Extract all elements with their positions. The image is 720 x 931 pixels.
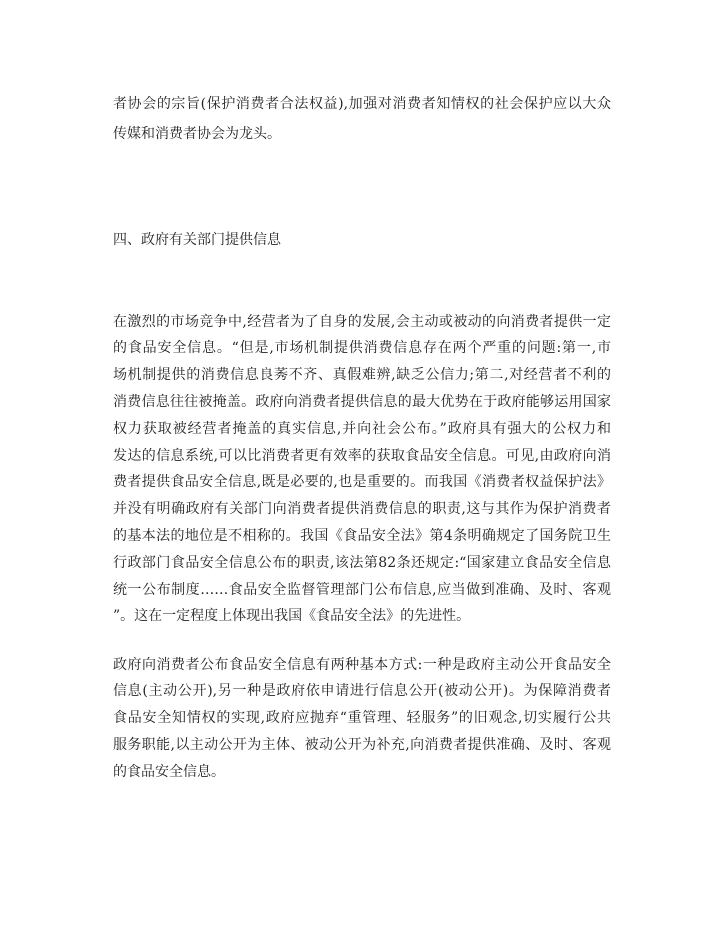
text-line: 消费信息往往被掩盖。政府向消费者提供信息的最大优势在于政府能够运用国家 xyxy=(113,393,611,410)
text-line: 的食品安全信息。“但是,市场机制提供消费信息存在两个严重的问题:第一,市 xyxy=(113,340,611,357)
text-line: 在激烈的市场竞争中,经营者为了自身的发展,会主动或被动的向消费者提供一定 xyxy=(113,313,611,330)
text-line: 行政部门食品安全信息公布的职责,该法第82条还规定:“国家建立食品安全信息 xyxy=(113,554,611,571)
text-line: 者协会的宗旨(保护消费者合法权益),加强对消费者知情权的社会保护应以大众 xyxy=(113,96,611,112)
text-line: 食品安全知情权的实现,政府应抛弃“重管理、轻服务”的旧观念,切实履行公共 xyxy=(113,710,611,727)
text-line: ”。这在一定程度上体现出我国《食品安全法》的先进性。 xyxy=(113,608,471,625)
text-line: 政府向消费者公布食品安全信息有两种基本方式:一种是政府主动公开食品安全 xyxy=(113,656,611,673)
section-heading: 四、政府有关部门提供信息 xyxy=(113,232,281,248)
text-line: 信息(主动公开),另一种是政府依申请进行信息公开(被动公开)。为保障消费者 xyxy=(113,683,611,700)
text-line: 的食品安全信息。 xyxy=(113,763,225,780)
body-paragraph xyxy=(113,309,611,631)
body-paragraph xyxy=(113,652,611,786)
text-line: 服务职能,以主动公开为主体、被动公开为补充,向消费者提供准确、及时、客观 xyxy=(113,736,611,753)
text-line: 传媒和消费者协会为龙头。 xyxy=(113,126,281,142)
text-line: 统一公布制度……食品安全监督管理部门公布信息,应当做到准确、及时、客观 xyxy=(113,581,611,598)
text-line: 权力获取被经营者掩盖的真实信息,并向社会公布。”政府具有强大的公权力和 xyxy=(113,420,611,437)
text-line: 费者提供食品安全信息,既是必要的,也是重要的。而我国《消费者权益保护法》 xyxy=(113,474,611,491)
text-line: 的基本法的地位是不相称的。我国《食品安全法》第4条明确规定了国务院卫生 xyxy=(113,527,611,544)
text-line: 场机制提供的消费信息良莠不齐、真假难辨,缺乏公信力;第二,对经营者不利的 xyxy=(113,367,611,384)
text-line: 发达的信息系统,可以比消费者更有效率的获取食品安全信息。可见,由政府向消 xyxy=(113,447,611,464)
intro-paragraph xyxy=(113,89,611,149)
text-line: 并没有明确政府有关部门向消费者提供消费信息的职责,这与其作为保护消费者 xyxy=(113,501,611,518)
